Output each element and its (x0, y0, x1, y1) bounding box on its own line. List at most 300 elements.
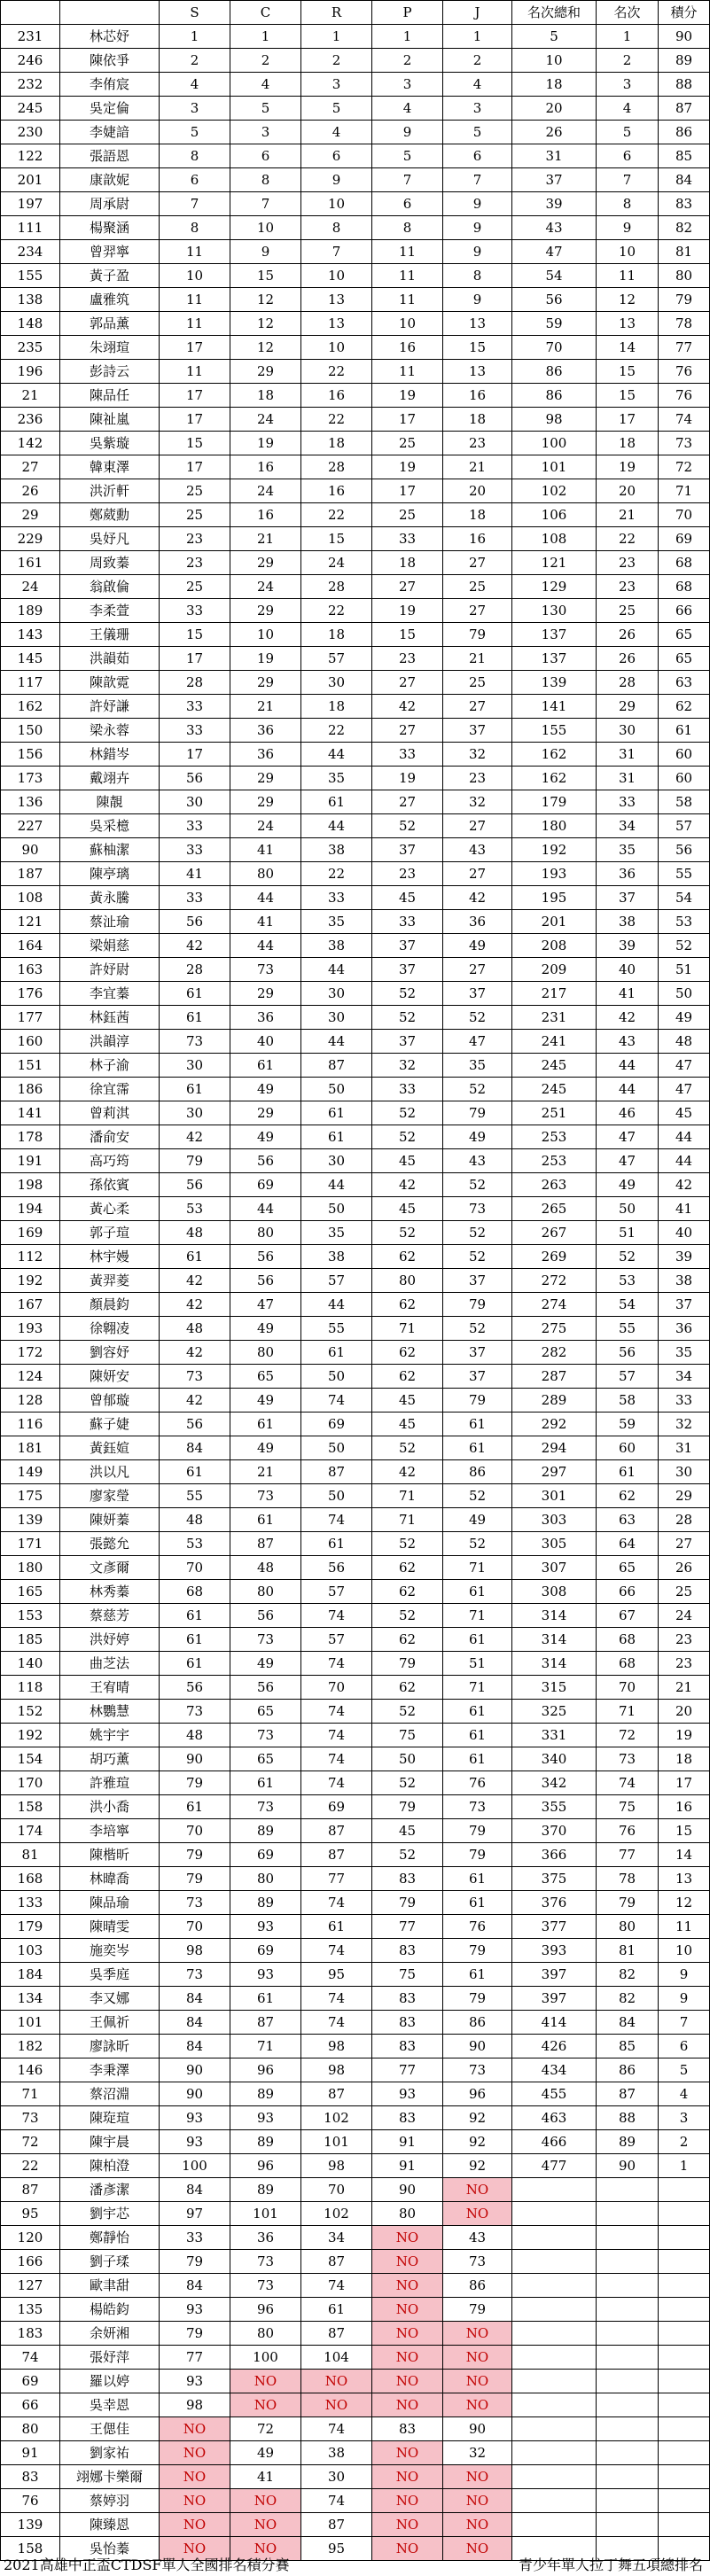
cell-score-p: 52 (372, 1700, 443, 1724)
cell-number: 151 (1, 1054, 60, 1078)
cell-points: 29 (659, 1484, 710, 1508)
cell-rank-sum: 139 (512, 671, 597, 695)
cell-score-r: 102 (301, 2202, 372, 2226)
cell-score-c: 5 (230, 97, 301, 121)
cell-points: 54 (659, 886, 710, 910)
cell-score-s: NO (160, 2441, 230, 2465)
table-row (1, 1939, 710, 1963)
cell-score-r: 6 (301, 144, 372, 168)
table-row (1, 695, 710, 719)
cell-number: 81 (1, 1843, 60, 1867)
cell-score-p: 37 (372, 838, 443, 862)
cell-name: 陳妍安 (60, 1365, 160, 1389)
cell-score-j: NO (443, 2393, 512, 2417)
cell-score-j: 47 (443, 1030, 512, 1054)
cell-score-p: 45 (372, 886, 443, 910)
cell-name: 王儀珊 (60, 623, 160, 647)
cell-points: 41 (659, 1197, 710, 1221)
cell-score-j: 49 (443, 934, 512, 958)
cell-rank-sum: 325 (512, 1700, 597, 1724)
cell-score-p: 45 (372, 1389, 443, 1413)
cell-score-r: 5 (301, 97, 372, 121)
cell-name: 李培寧 (60, 1819, 160, 1843)
cell-score-r: 22 (301, 360, 372, 384)
cell-number: 116 (1, 1413, 60, 1436)
table-row (1, 1149, 710, 1173)
cell-number: 179 (1, 1915, 60, 1939)
cell-rank: 88 (597, 2106, 659, 2130)
cell-score-s: 33 (160, 599, 230, 623)
cell-score-r: 18 (301, 623, 372, 647)
cell-score-j: 25 (443, 575, 512, 599)
cell-points: 60 (659, 743, 710, 767)
cell-rank-sum: 70 (512, 336, 597, 360)
cell-name: 陳柏澄 (60, 2154, 160, 2178)
cell-rank-sum: 397 (512, 1963, 597, 1987)
cell-score-c: 65 (230, 1365, 301, 1389)
cell-score-r: 87 (301, 2250, 372, 2274)
cell-rank: 54 (597, 1293, 659, 1317)
cell-rank: 40 (597, 958, 659, 982)
cell-rank-sum: 315 (512, 1676, 597, 1700)
header-score-r: R (301, 1, 372, 25)
cell-score-p: 11 (372, 264, 443, 288)
table-row (1, 814, 710, 838)
table-row (1, 1436, 710, 1460)
cell-score-p: 33 (372, 743, 443, 767)
cell-score-j: 32 (443, 790, 512, 814)
cell-score-p: 52 (372, 1771, 443, 1795)
cell-score-p: 11 (372, 240, 443, 264)
cell-score-c: 8 (230, 168, 301, 192)
cell-rank: 20 (597, 479, 659, 503)
cell-score-s: 28 (160, 958, 230, 982)
cell-score-c: 69 (230, 1939, 301, 1963)
table-row (1, 1795, 710, 1819)
cell-score-p: 62 (372, 1365, 443, 1389)
table-row (1, 288, 710, 312)
cell-points: 62 (659, 695, 710, 719)
cell-name: 陳妍蓁 (60, 1508, 160, 1532)
table-row (1, 910, 710, 934)
cell-name: 吳定倫 (60, 97, 160, 121)
cell-rank-sum: 269 (512, 1245, 597, 1269)
cell-score-j: 79 (443, 1939, 512, 1963)
cell-rank: 79 (597, 1891, 659, 1915)
cell-score-j: 61 (443, 1413, 512, 1436)
cell-score-p: 3 (372, 73, 443, 97)
cell-points: 40 (659, 1221, 710, 1245)
cell-score-c: NO (230, 2537, 301, 2561)
cell-rank: 82 (597, 1987, 659, 2011)
cell-score-c: 24 (230, 575, 301, 599)
cell-score-j: 49 (443, 1508, 512, 1532)
cell-score-r: 104 (301, 2346, 372, 2370)
cell-score-p: 62 (372, 1245, 443, 1269)
cell-score-j: 76 (443, 1915, 512, 1939)
cell-score-p: 91 (372, 2154, 443, 2178)
table-row (1, 2202, 710, 2226)
cell-score-c: 93 (230, 1915, 301, 1939)
cell-score-j: 43 (443, 1149, 512, 1173)
cell-name: 林鸚慧 (60, 1700, 160, 1724)
cell-name: 徐宜霈 (60, 1078, 160, 1101)
cell-number: 166 (1, 2250, 60, 2274)
cell-score-c: 16 (230, 503, 301, 527)
cell-number: 171 (1, 1532, 60, 1556)
cell-name: 鄭葳勳 (60, 503, 160, 527)
cell-score-j: 37 (443, 1365, 512, 1389)
cell-rank-sum: 39 (512, 192, 597, 216)
cell-rank-sum: 201 (512, 910, 597, 934)
cell-number: 76 (1, 2489, 60, 2513)
table-row (1, 2298, 710, 2322)
cell-name: 吳季庭 (60, 1963, 160, 1987)
cell-points: 17 (659, 1771, 710, 1795)
table-row (1, 2178, 710, 2202)
cell-points: 25 (659, 1580, 710, 1604)
cell-name: 李柔萱 (60, 599, 160, 623)
cell-score-p: 25 (372, 503, 443, 527)
cell-score-c: 49 (230, 1078, 301, 1101)
cell-points: 80 (659, 264, 710, 288)
cell-score-s: 33 (160, 719, 230, 743)
cell-rank: 11 (597, 264, 659, 288)
cell-score-c: 16 (230, 455, 301, 479)
cell-score-r: 74 (301, 1700, 372, 1724)
cell-name: 楊聚涵 (60, 216, 160, 240)
cell-rank: 26 (597, 647, 659, 671)
cell-rank-sum: 314 (512, 1604, 597, 1628)
cell-score-s: NO (160, 2513, 230, 2537)
table-row (1, 121, 710, 144)
table-row (1, 838, 710, 862)
cell-rank: 8 (597, 192, 659, 216)
cell-score-r: 74 (301, 1652, 372, 1676)
cell-rank-sum (512, 2393, 597, 2417)
cell-score-c: 89 (230, 2130, 301, 2154)
cell-points: 77 (659, 336, 710, 360)
cell-rank: 76 (597, 1819, 659, 1843)
table-row (1, 1413, 710, 1436)
cell-name: 徐翺凌 (60, 1317, 160, 1341)
cell-name: 黃心柔 (60, 1197, 160, 1221)
cell-score-c: 56 (230, 1604, 301, 1628)
cell-points (659, 2250, 710, 2274)
cell-number: 156 (1, 743, 60, 767)
cell-score-r: 10 (301, 264, 372, 288)
cell-name: 彭詩云 (60, 360, 160, 384)
table-row (1, 934, 710, 958)
cell-number: 193 (1, 1317, 60, 1341)
cell-score-p: NO (372, 2441, 443, 2465)
cell-score-c: 93 (230, 2106, 301, 2130)
cell-score-p: 11 (372, 288, 443, 312)
cell-score-j: 1 (443, 25, 512, 49)
cell-points: 6 (659, 2035, 710, 2058)
cell-rank (597, 2226, 659, 2250)
cell-rank: 67 (597, 1604, 659, 1628)
cell-name: 余妍湘 (60, 2322, 160, 2346)
cell-rank (597, 2489, 659, 2513)
cell-number: 136 (1, 790, 60, 814)
cell-score-c: 61 (230, 1413, 301, 1436)
cell-name: 陳歆霓 (60, 671, 160, 695)
cell-number: 71 (1, 2082, 60, 2106)
cell-rank-sum: 137 (512, 647, 597, 671)
cell-rank: 84 (597, 2011, 659, 2035)
cell-score-p: 52 (372, 1221, 443, 1245)
cell-score-r: 74 (301, 2489, 372, 2513)
cell-name: 蘇柚潔 (60, 838, 160, 862)
cell-rank (597, 2393, 659, 2417)
cell-score-s: 98 (160, 2393, 230, 2417)
cell-score-p: 77 (372, 2058, 443, 2082)
cell-score-r: 30 (301, 671, 372, 695)
cell-score-r: 50 (301, 1484, 372, 1508)
cell-name: 洪韻淳 (60, 1030, 160, 1054)
cell-score-r: 74 (301, 1724, 372, 1747)
cell-points: 20 (659, 1700, 710, 1724)
cell-number: 177 (1, 1006, 60, 1030)
cell-score-c: 21 (230, 1460, 301, 1484)
cell-score-r: 22 (301, 862, 372, 886)
cell-rank-sum: 274 (512, 1293, 597, 1317)
cell-score-p: 62 (372, 1628, 443, 1652)
cell-rank-sum: 129 (512, 575, 597, 599)
cell-name: 吳妤凡 (60, 527, 160, 551)
cell-score-r: 22 (301, 503, 372, 527)
cell-score-j: 79 (443, 1819, 512, 1843)
table-row (1, 2370, 710, 2393)
cell-score-p: 27 (372, 575, 443, 599)
cell-rank: 31 (597, 743, 659, 767)
cell-number: 73 (1, 2106, 60, 2130)
table-row (1, 2011, 710, 2035)
cell-score-s: NO (160, 2465, 230, 2489)
cell-rank: 33 (597, 790, 659, 814)
cell-score-r: 61 (301, 2298, 372, 2322)
cell-name: 郭品薰 (60, 312, 160, 336)
cell-rank-sum (512, 2370, 597, 2393)
cell-score-j: 51 (443, 1652, 512, 1676)
cell-number: 83 (1, 2465, 60, 2489)
cell-score-s: 48 (160, 1317, 230, 1341)
cell-rank-sum: 426 (512, 2035, 597, 2058)
cell-score-r: 61 (301, 790, 372, 814)
cell-score-j: 37 (443, 1269, 512, 1293)
cell-score-c: 41 (230, 2465, 301, 2489)
cell-points: 87 (659, 97, 710, 121)
cell-number: 167 (1, 1293, 60, 1317)
cell-points: 74 (659, 408, 710, 432)
cell-points: 42 (659, 1173, 710, 1197)
table-row (1, 1532, 710, 1556)
cell-points (659, 2322, 710, 2346)
cell-score-c: 21 (230, 527, 301, 551)
cell-points (659, 2274, 710, 2298)
cell-score-c: 36 (230, 719, 301, 743)
cell-rank: 44 (597, 1078, 659, 1101)
cell-score-j: 73 (443, 1795, 512, 1819)
cell-number: 184 (1, 1963, 60, 1987)
table-row (1, 527, 710, 551)
header-score-c: C (230, 1, 301, 25)
cell-score-r: 74 (301, 1508, 372, 1532)
cell-score-s: 93 (160, 2298, 230, 2322)
table-row (1, 1221, 710, 1245)
cell-points: 39 (659, 1245, 710, 1269)
cell-score-p: 27 (372, 790, 443, 814)
cell-score-c: 12 (230, 312, 301, 336)
cell-number: 232 (1, 73, 60, 97)
cell-name: 高巧筠 (60, 1149, 160, 1173)
cell-rank-sum: 477 (512, 2154, 597, 2178)
cell-rank-sum: 245 (512, 1078, 597, 1101)
cell-points: 60 (659, 767, 710, 790)
cell-score-r: 13 (301, 312, 372, 336)
cell-rank: 44 (597, 1054, 659, 1078)
cell-name: 李秉澤 (60, 2058, 160, 2082)
cell-score-c: 29 (230, 599, 301, 623)
table-row (1, 1101, 710, 1125)
cell-name: 洪以凡 (60, 1460, 160, 1484)
cell-rank-sum: 355 (512, 1795, 597, 1819)
cell-score-s: 23 (160, 551, 230, 575)
table-row (1, 168, 710, 192)
cell-score-s: 42 (160, 1293, 230, 1317)
cell-number: 178 (1, 1125, 60, 1149)
cell-score-r: 98 (301, 2154, 372, 2178)
cell-score-r: 22 (301, 599, 372, 623)
cell-name: 韓東澤 (60, 455, 160, 479)
cell-score-p: 62 (372, 1293, 443, 1317)
cell-name: 潘彥潔 (60, 2178, 160, 2202)
cell-score-c: 41 (230, 910, 301, 934)
cell-rank-sum: 18 (512, 73, 597, 97)
cell-rank-sum (512, 2202, 597, 2226)
cell-points: 23 (659, 1652, 710, 1676)
cell-score-j: 61 (443, 1963, 512, 1987)
cell-score-r: 87 (301, 2513, 372, 2537)
cell-name: 梁永蓉 (60, 719, 160, 743)
cell-name: 盧雅筑 (60, 288, 160, 312)
table-row (1, 1724, 710, 1747)
cell-score-c: 12 (230, 336, 301, 360)
cell-rank-sum (512, 2513, 597, 2537)
cell-rank-sum: 100 (512, 432, 597, 455)
cell-name: 黃羿菱 (60, 1269, 160, 1293)
cell-rank-sum: 101 (512, 455, 597, 479)
cell-score-s: 68 (160, 1580, 230, 1604)
cell-score-r: 35 (301, 910, 372, 934)
cell-score-r: 9 (301, 168, 372, 192)
cell-score-p: 80 (372, 1269, 443, 1293)
cell-rank-sum: 47 (512, 240, 597, 264)
cell-rank: 78 (597, 1867, 659, 1891)
cell-score-p: 37 (372, 958, 443, 982)
cell-score-p: 42 (372, 695, 443, 719)
cell-score-p: 79 (372, 1795, 443, 1819)
cell-score-c: 73 (230, 958, 301, 982)
cell-score-j: 79 (443, 623, 512, 647)
cell-score-p: 42 (372, 1460, 443, 1484)
cell-score-r: 74 (301, 1604, 372, 1628)
cell-score-r: 38 (301, 838, 372, 862)
cell-number: 173 (1, 767, 60, 790)
cell-score-c: 10 (230, 623, 301, 647)
cell-score-j: 42 (443, 886, 512, 910)
cell-score-j: 8 (443, 264, 512, 288)
cell-points: 50 (659, 982, 710, 1006)
cell-score-c: 73 (230, 1484, 301, 1508)
cell-name: 王佩祈 (60, 2011, 160, 2035)
table-row (1, 1700, 710, 1724)
cell-points: 79 (659, 288, 710, 312)
cell-score-r: 55 (301, 1317, 372, 1341)
cell-score-r: 101 (301, 2130, 372, 2154)
cell-rank-sum: 5 (512, 25, 597, 49)
cell-score-r: 70 (301, 1676, 372, 1700)
cell-points: 63 (659, 671, 710, 695)
cell-rank-sum: 375 (512, 1867, 597, 1891)
cell-number: 197 (1, 192, 60, 216)
cell-rank: 2 (597, 49, 659, 73)
cell-score-r: 61 (301, 1101, 372, 1125)
cell-name: 李宜蓁 (60, 982, 160, 1006)
table-row (1, 2226, 710, 2250)
cell-score-r: 10 (301, 192, 372, 216)
cell-name: 吳采檍 (60, 814, 160, 838)
cell-score-p: 45 (372, 1413, 443, 1436)
cell-rank-sum: 155 (512, 719, 597, 743)
cell-number: 236 (1, 408, 60, 432)
cell-score-s: 73 (160, 1030, 230, 1054)
cell-number: 121 (1, 910, 60, 934)
cell-rank-sum: 308 (512, 1580, 597, 1604)
cell-score-p: 27 (372, 671, 443, 695)
cell-score-r: 44 (301, 1173, 372, 1197)
cell-points: 55 (659, 862, 710, 886)
cell-score-c: 21 (230, 695, 301, 719)
cell-score-r: 13 (301, 288, 372, 312)
cell-score-c: 80 (230, 1867, 301, 1891)
cell-score-j: 2 (443, 49, 512, 73)
cell-rank-sum (512, 2441, 597, 2465)
cell-number: 138 (1, 288, 60, 312)
cell-points: 24 (659, 1604, 710, 1628)
cell-score-c: 40 (230, 1030, 301, 1054)
cell-number: 140 (1, 1652, 60, 1676)
cell-number: 139 (1, 2513, 60, 2537)
cell-score-r: 44 (301, 743, 372, 767)
cell-score-p: 93 (372, 2082, 443, 2106)
table-row (1, 2441, 710, 2465)
cell-score-s: 61 (160, 1245, 230, 1269)
cell-rank-sum: 86 (512, 360, 597, 384)
cell-score-s: 84 (160, 2035, 230, 2058)
cell-points: 58 (659, 790, 710, 814)
cell-score-s: 8 (160, 216, 230, 240)
table-row (1, 1030, 710, 1054)
cell-rank: 42 (597, 1006, 659, 1030)
cell-score-p: 18 (372, 551, 443, 575)
cell-score-j: NO (443, 2513, 512, 2537)
cell-number: 118 (1, 1676, 60, 1700)
cell-points: 61 (659, 719, 710, 743)
cell-score-r: 87 (301, 1054, 372, 1078)
cell-score-s: 77 (160, 2346, 230, 2370)
